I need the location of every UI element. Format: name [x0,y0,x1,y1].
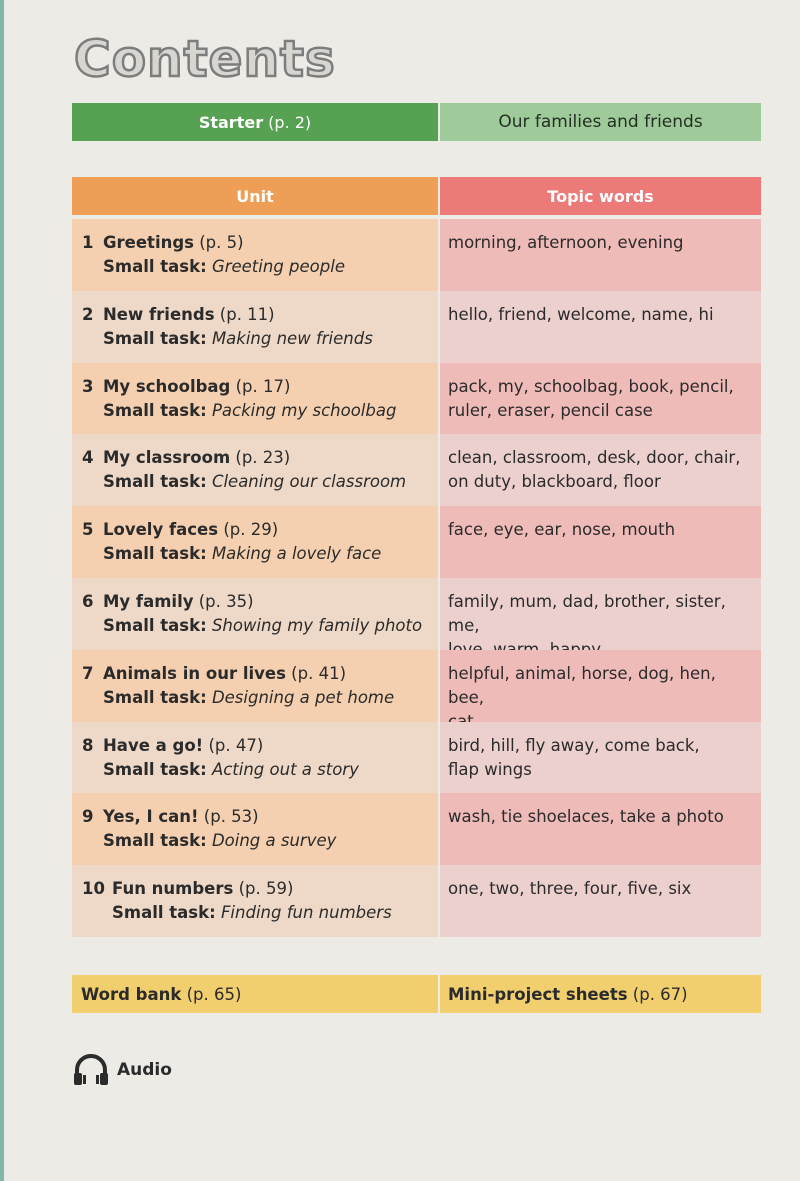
small-task-label: Small task: [103,615,207,635]
starter-row [72,103,761,141]
unit-title-line [82,303,438,327]
audio-label: Audio [117,1060,172,1080]
unit-cell[interactable] [72,219,438,291]
starter-cell[interactable] [72,103,438,141]
unit-title: Have a go! [103,735,204,755]
unit-title-line [82,375,438,399]
small-task-line [82,399,438,423]
audio-legend [72,1054,172,1086]
topic-words-cell [440,865,761,937]
unit-title: New friends [103,304,215,324]
header-topic-words: Topic words [440,177,761,215]
unit-title: Greetings [103,233,194,252]
unit-number: 4 [82,448,94,468]
small-task-text: Cleaning our classroom [211,472,407,492]
topic-words-cell [440,219,761,291]
unit-number: 6 [82,591,94,611]
small-task-label: Small task: [103,472,207,492]
unit-page: (p. 41) [291,663,347,683]
table-row [72,363,761,435]
small-task-line [82,758,438,782]
unit-page: (p. 11) [219,304,275,324]
topic-words-line: family, mum, dad, brother, sister, me, [448,591,726,635]
topic-words-cell [440,291,761,363]
unit-cell[interactable] [72,793,438,865]
topic-words-line: face, eye, ear, nose, mouth [448,520,676,540]
contents-table [72,177,761,937]
unit-page: (p. 17) [235,376,291,396]
small-task-text: Acting out a story [211,759,359,779]
small-task-text: Designing a pet home [211,687,395,707]
small-task-line [82,686,438,710]
unit-cell[interactable] [72,363,438,435]
table-row [72,722,761,794]
unit-cell[interactable] [72,578,438,650]
unit-title-line [82,446,438,470]
mini-project-page: (p. 67) [632,984,688,1004]
unit-number: 7 [82,663,94,683]
page-title: Contents [74,30,336,88]
topic-words-cell [440,793,761,865]
unit-cell[interactable] [72,722,438,794]
unit-page: (p. 29) [223,520,279,540]
unit-number: 8 [82,735,94,755]
unit-number: 9 [82,807,94,827]
small-task-label: Small task: [103,544,207,564]
unit-page: (p. 47) [208,735,264,755]
unit-number: 2 [82,304,94,324]
unit-page: (p. 53) [203,807,259,827]
small-task-line [82,829,438,853]
unit-title: Fun numbers [112,879,234,899]
word-bank-page: (p. 65) [186,984,242,1004]
headphones-icon [72,1054,110,1086]
small-task-label: Small task: [112,903,216,923]
topic-words-cell [440,506,761,578]
small-task-line [82,542,438,566]
unit-cell[interactable] [72,865,438,937]
topic-words-cell [440,650,761,722]
unit-title-line [82,590,438,614]
starter-label: Starter [198,112,264,132]
unit-cell[interactable] [72,291,438,363]
unit-number: 1 [82,233,94,252]
topic-words-line: pack, my, schoolbag, book, pencil, [448,376,734,396]
mini-project-link[interactable] [440,975,761,1013]
unit-page: (p. 5) [199,233,244,252]
table-row [72,793,761,865]
mini-project-label: Mini-project sheets [448,984,628,1004]
topic-words-line: wash, tie shoelaces, take a photo [448,807,724,827]
topic-words-line: on duty, blackboard, floor [448,472,661,492]
unit-title: My classroom [103,448,231,468]
word-bank-label: Word bank [81,984,182,1004]
small-task-label: Small task: [103,400,207,420]
small-task-line [82,614,438,638]
topic-words-line: one, two, three, four, five, six [448,879,692,899]
topic-words-cell [440,578,761,650]
table-row [72,578,761,650]
topic-words-line: ruler, eraser, pencil case [448,400,653,420]
unit-number: 10 [82,879,105,899]
unit-title-line [82,662,438,686]
small-task-line [82,327,438,351]
header-unit: Unit [72,177,438,215]
table-row [72,650,761,722]
page-edge [0,0,4,1181]
topic-words-line: bird, hill, fly away, come back, [448,735,700,755]
unit-number: 3 [82,376,94,396]
topic-words-cell [440,434,761,506]
table-row [72,865,761,937]
table-header [72,177,761,215]
table-body [72,219,761,937]
topic-words-line: hello, friend, welcome, name, hi [448,304,714,324]
topic-words-line: morning, afternoon, evening [448,233,684,252]
unit-title: Animals in our lives [103,663,286,683]
unit-title-line [82,518,438,542]
small-task-text: Finding fun numbers [220,903,392,923]
small-task-label: Small task: [103,328,207,348]
unit-page: (p. 35) [198,591,254,611]
unit-cell[interactable] [72,506,438,578]
small-task-label: Small task: [103,687,207,707]
topic-words-line: flap wings [448,759,532,779]
table-row [72,219,761,291]
table-row [72,434,761,506]
table-row [72,291,761,363]
unit-title: Yes, I can! [103,807,199,827]
unit-cell[interactable] [72,434,438,506]
small-task-label: Small task: [103,759,207,779]
small-task-text: Making a lovely face [211,544,382,564]
small-task-label: Small task: [103,831,207,851]
small-task-line [82,470,438,494]
unit-title: Lovely faces [103,520,219,540]
footer-row [72,975,761,1013]
unit-cell[interactable] [72,650,438,722]
small-task-line [82,901,438,925]
small-task-text: Doing a survey [211,831,337,851]
unit-title-line [82,231,438,255]
unit-title-line [82,734,438,758]
starter-page: (p. 2) [268,112,312,132]
unit-title-line [82,805,438,829]
small-task-text: Making new friends [211,328,373,348]
topic-words-cell [440,363,761,435]
unit-title-line [82,877,438,901]
small-task-line [82,255,438,279]
small-task-label: Small task: [103,257,207,276]
topic-words-line: helpful, animal, horse, dog, hen, bee, [448,663,716,707]
word-bank-link[interactable] [72,975,438,1013]
unit-title: My family [103,591,194,611]
topic-words-cell [440,722,761,794]
starter-topic: Our families and friends [440,103,761,141]
table-row [72,506,761,578]
small-task-text: Showing my family photo [211,615,423,635]
unit-page: (p. 59) [238,879,294,899]
unit-title: My schoolbag [103,376,231,396]
small-task-text: Packing my schoolbag [211,400,397,420]
small-task-text: Greeting people [211,257,345,276]
topic-words-line: clean, classroom, desk, door, chair, [448,448,741,468]
unit-number: 5 [82,520,94,540]
unit-page: (p. 23) [235,448,291,468]
